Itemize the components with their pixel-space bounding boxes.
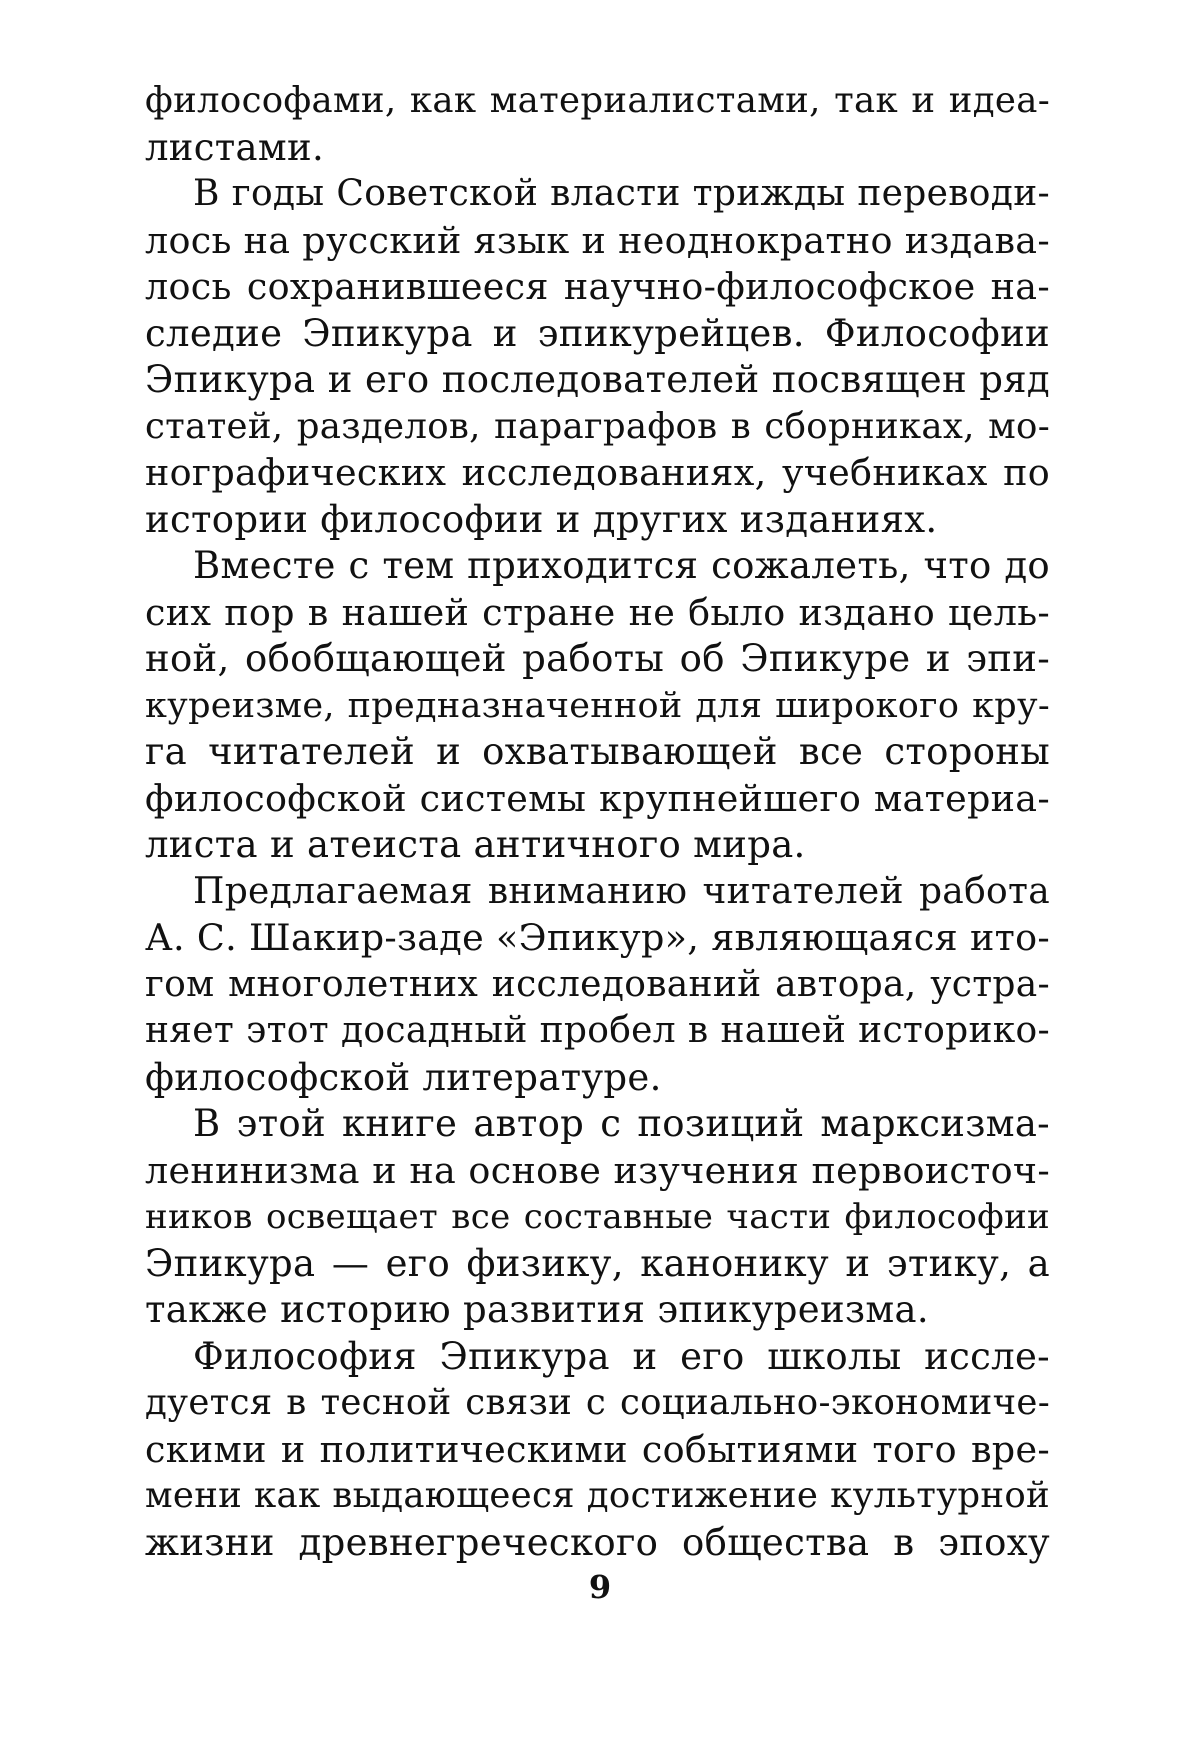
body-text	[145, 78, 1050, 1566]
text-line: сих пор в нашей стране не было издано цель-	[145, 590, 1050, 634]
text-line: гом многолетних исследований автора, устра-	[145, 963, 1050, 1005]
paragraph-5	[145, 1101, 1050, 1334]
paragraph-4	[145, 869, 1050, 1102]
paragraph-1	[145, 78, 1050, 171]
text-line: философами, как материалистами, так и идеа-	[145, 80, 1050, 121]
text-line: А. С. Шакир-заде «Эпикур», являющаяся ито-	[145, 916, 1050, 959]
text-line: В годы Советской власти трижды переводи-	[193, 173, 1050, 214]
text-line: га читателей и охватывающей все стороны	[145, 730, 1050, 773]
text-line: философской литературе.	[145, 1055, 662, 1099]
text-line: листа и атеиста античного мира.	[145, 823, 806, 866]
paragraph-2	[145, 171, 1050, 543]
text-line: следие Эпикура и эпикурейцев. Философии	[145, 311, 1050, 355]
paragraph-3	[145, 543, 1050, 869]
text-line: листами.	[145, 125, 325, 169]
text-line: куреизме, предназначенной для широкого кру-	[145, 685, 1050, 726]
text-line: няет этот досадный пробел в нашей историко-	[145, 1010, 1050, 1051]
text-line: лось сохранившееся научно-философское на-	[145, 265, 1050, 308]
text-line: статей, разделов, параграфов в сборниках, мо-	[145, 405, 1050, 447]
text-line: нографических исследованиях, учебниках по	[145, 451, 1050, 494]
text-line: истории философии и других изданиях.	[145, 497, 938, 541]
text-line: лось на русский язык и неоднократно издава-	[145, 218, 1050, 262]
text-line: также историю развития эпикуреизма.	[145, 1288, 929, 1331]
text-line: скими и политическими событиями того вре-	[145, 1427, 1050, 1471]
text-line: Вместе с тем приходится сожалеть, что до	[193, 544, 1050, 587]
text-line: ленинизма и на основе изучения первоисточ-	[145, 1148, 1050, 1192]
text-line: Эпикура и его последователей посвящен ряд	[145, 358, 1050, 401]
page-number: 9	[588, 1568, 612, 1606]
text-line: В этой книге автор с позиций марксизма-	[193, 1102, 1050, 1145]
text-line: жизни древнегреческого общества в эпоху	[145, 1520, 1050, 1564]
paragraph-6	[145, 1334, 1050, 1567]
text-line: мени как выдающееся достижение культурной	[145, 1475, 1050, 1516]
text-line: Философия Эпикура и его школы иссле-	[193, 1334, 1050, 1378]
text-line: философской системы крупнейшего материа-	[145, 776, 1050, 820]
text-line: дуется в тесной связи с социально-экономиче-	[145, 1382, 1050, 1423]
text-line: Эпикура — его физику, канонику и этику, а	[145, 1241, 1050, 1285]
text-line: Предлагаемая вниманию читателей работа	[193, 870, 1050, 912]
text-line: ной, обобщающей работы об Эпикуре и эпи-	[145, 637, 1050, 680]
text-line: ников освещает все составные части философии	[145, 1197, 1050, 1237]
